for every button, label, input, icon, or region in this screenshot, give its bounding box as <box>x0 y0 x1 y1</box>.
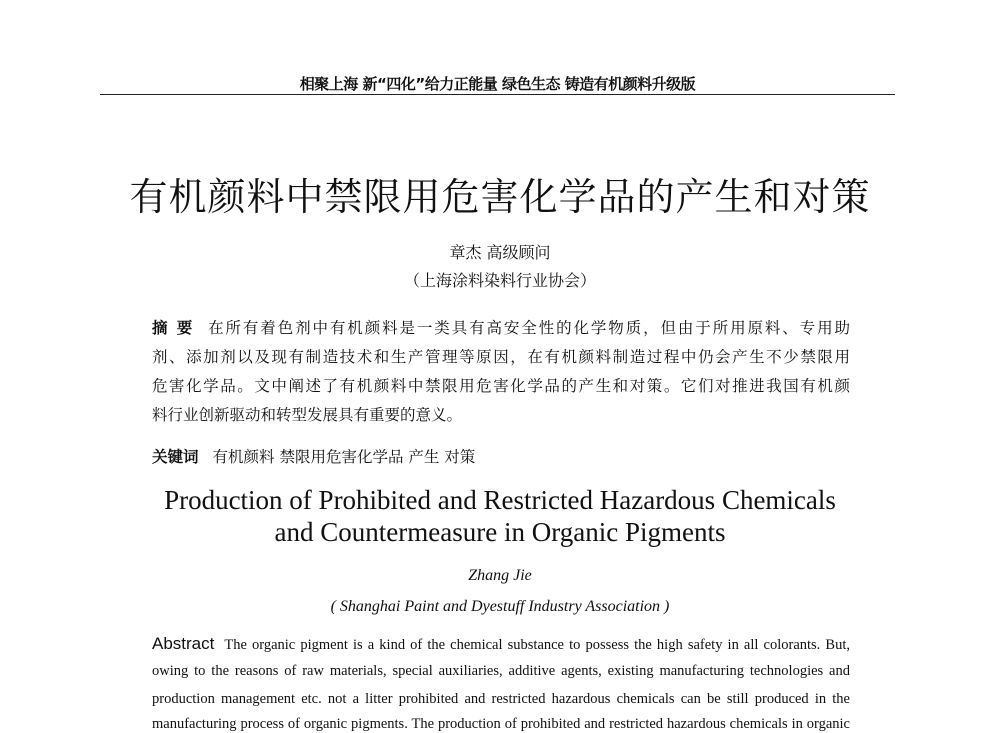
running-header: 相聚上海 新“四化”给力正能量 绿色生态 铸造有机颜料升级版 <box>100 74 895 95</box>
keywords-cn: 关键词 有机颜料 禁限用危害化学品 产生 对策 <box>152 448 476 466</box>
paper-title-en-line2: and Countermeasure in Organic Pigments <box>274 517 726 547</box>
paper-title-en-line1: Production of Prohibited and Restricted Hazardous Chemicals <box>164 485 836 515</box>
abstract-cn-line: 摘 要 在所有着色剂中有机颜料是一类具有高安全性的化学物质，但由于所用原料、专用助 <box>152 319 850 337</box>
paper-title-cn: 有机颜料中禁限用危害化学品的产生和对策 <box>129 175 871 219</box>
affiliation-en: ( Shanghai Paint and Dyestuff Industry Association ) <box>330 598 670 615</box>
abstract-en-line: Abstract The organic pigment is a kind of the chemical substance to possess the high safety in all colorants. But, <box>152 634 850 653</box>
abstract-en-label: Abstract <box>152 634 215 653</box>
abstract-cn-line: 危害化学品。文中阐述了有机颜料中禁限用危害化学品的产生和对策。它们对推进我国有机颜 <box>152 377 850 395</box>
keywords-cn-label: 关键词 <box>152 448 199 466</box>
author-cn: 章杰 高级顾问 <box>449 243 551 262</box>
abstract-en-line: manufacturing process of organic pigments. The production of prohibited and restricted hazardous chemicals in organic <box>152 716 850 732</box>
abstract-en-line: production management etc. not a litter prohibited and restricted hazardous chemicals can be still produced in the <box>152 691 850 707</box>
abstract-cn-line: 料行业创新驱动和转型发展具有重要的意义。 <box>152 406 463 424</box>
affiliation-cn: （上海涂料染料行业协会） <box>403 271 596 290</box>
abstract-cn-line: 剂、添加剂以及现有制造技术和生产管理等原因，在有机颜料制造过程中仍会产生不少禁限用 <box>152 348 850 366</box>
abstract-en-line: owing to the reasons of raw materials, special auxiliaries, additive agents, existing manufacturing technologies and <box>152 663 850 679</box>
author-en: Zhang Jie <box>468 567 532 584</box>
abstract-cn-label: 摘 要 <box>152 319 195 337</box>
